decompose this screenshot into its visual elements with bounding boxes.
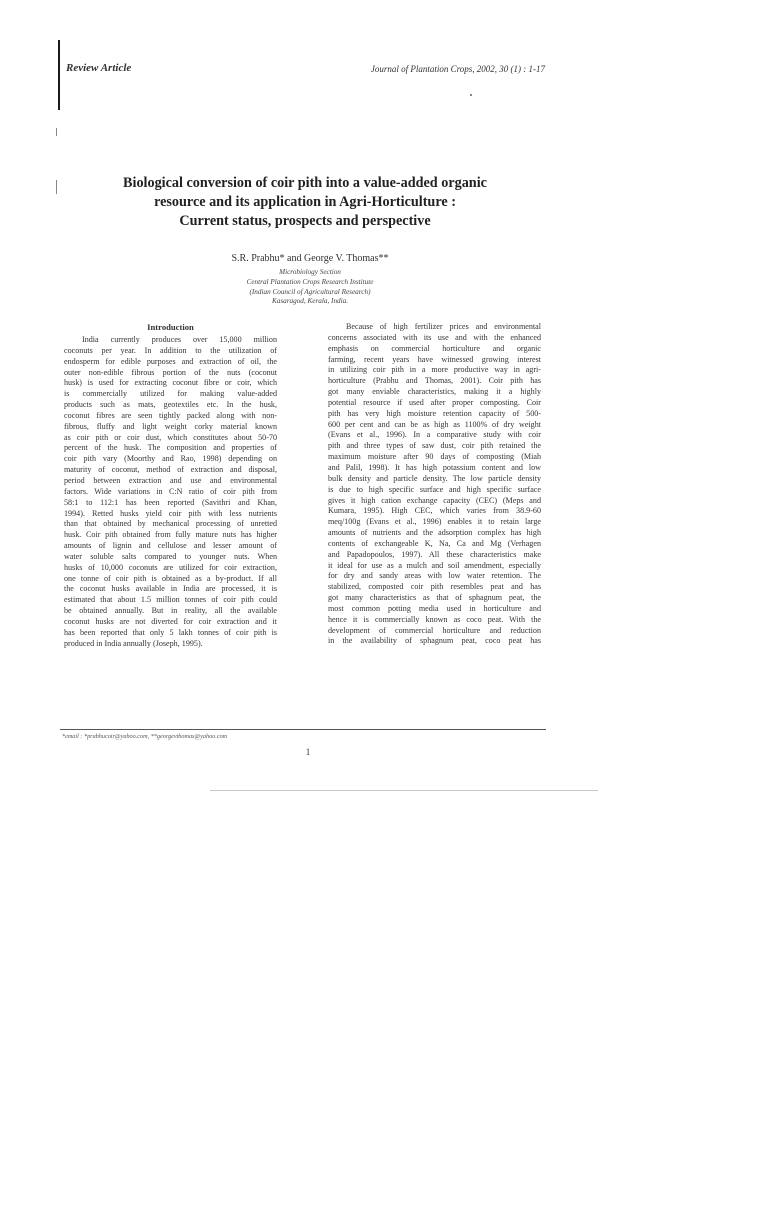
- paragraph-line: one tonne of coir pith is obtained as a by-product. If all: [64, 573, 277, 583]
- paragraph-line: water soluble salts compared to younger nuts. When: [64, 551, 277, 561]
- affiliation-line: Central Plantation Crops Research Institute: [246, 277, 374, 286]
- paragraph-line: products such as mats, geotextiles etc. In the husk,: [64, 400, 277, 410]
- paragraph-line: India currently produces over 15,000 million: [82, 335, 277, 344]
- paragraph-line: be obtained annually. But in reality, all the available: [64, 606, 277, 616]
- paragraph-line: fibrous, fluffy and light weight corky material known: [64, 421, 277, 431]
- paragraph-line: gives it high cation exchange capacity (CEC) (Meps and: [328, 495, 541, 505]
- paragraph-line: as coir pith or coir dust, which constitutes about 50-70: [64, 432, 277, 442]
- paragraph-line: coconuts per year. In addition to the utilization of: [64, 345, 277, 355]
- paragraph-line: husk. Coir pith obtained from fully mature nuts has higher: [64, 530, 277, 540]
- paragraph-line: meq/100g (Evans et al., 1996) enables it to retain large: [328, 517, 541, 527]
- paragraph-line: and Palil, 1998). It has high potassium content and low: [328, 462, 541, 472]
- paragraph-line: pith has very high moisture retention capacity of 500-: [328, 408, 541, 418]
- paragraph-line: contents of exchangeable K, Na, Ca and Mg (Verhagen: [328, 538, 541, 548]
- paragraph-line: for dry and sandy areas with low water retention. The: [328, 571, 541, 581]
- paragraph-line: 58:1 to 112:1 has been reported (Savithri and Khan,: [64, 497, 277, 507]
- paragraph-line: (Evans et al., 1996). In a comparative study with coir: [328, 430, 541, 440]
- body-column-right: [328, 322, 541, 647]
- paragraph-line: husks of 10,000 coconuts are utilized for coir extraction,: [64, 562, 277, 572]
- paragraph-line: than that obtained by mechanical processing of unretted: [64, 519, 277, 529]
- body-column-left: [64, 322, 277, 649]
- paragraph-line: Because of high fertilizer prices and environmental: [346, 322, 541, 331]
- title-line-1: Biological conversion of coir pith into a value-added organic: [123, 175, 487, 191]
- affiliation: [160, 268, 460, 307]
- paragraph-line: and Papadopoulos, 1997). All these characteristics make: [328, 549, 541, 559]
- paragraph-line: hence it is commercially known as coco peat. With the: [328, 614, 541, 624]
- paragraph-line: stabilized, composted coir pith resembles peat and has: [328, 582, 541, 592]
- paragraph-line: 600 per cent and can be as high as 1100% of dry weight: [328, 419, 541, 429]
- paragraph-line: percent of the husk. The composition and properties of: [64, 443, 277, 453]
- paragraph-line: coconut fibres are seen tightly packed along with non-: [64, 410, 277, 420]
- paragraph-line: development of commercial horticulture and reduction: [328, 625, 541, 635]
- scan-speck: [470, 94, 472, 96]
- scan-speck: [56, 180, 57, 194]
- left-margin-rule: [58, 40, 60, 110]
- paragraph-line: coconut husks are not diverted for coir extraction and it: [64, 616, 277, 626]
- paragraph-line: potential resource if used after proper composting. Coir: [328, 397, 541, 407]
- paragraph-line: coir pith vary (Moorthy and Rao, 1998) depending on: [64, 454, 277, 464]
- paragraph-line: estimated that about 1.5 million tonnes of coir pith could: [64, 595, 277, 605]
- authors: S.R. Prabhu* and George V. Thomas**: [231, 253, 389, 264]
- paragraph-line: endosperm for edible purposes and extraction of oil, the: [64, 356, 277, 366]
- paragraph-line: horticulture (Prabhu and Thomas, 2001). Coir pith has: [328, 376, 541, 386]
- paragraph-line: has been reported that only 5 lakh tonnes of coir pith is: [64, 627, 277, 637]
- footnote-email: *email : *prabhucoir@yahoo.com, **georgevthomas@yahoo.com: [62, 733, 228, 740]
- paragraph-line: is due to high specific surface and high specific surface: [328, 484, 541, 494]
- paragraph-line: period between extraction and use and environmental: [64, 475, 277, 485]
- paragraph-line: maximum moisture after 90 days of composting (Miah: [328, 452, 541, 462]
- scan-speck: [56, 128, 57, 136]
- paragraph-line: in utilizing coir pith in a more productive way in agri-: [328, 365, 541, 375]
- footnote-rule: [60, 729, 546, 730]
- paragraph-line: got many enviable characteristics, making it a highly: [328, 387, 541, 397]
- page-number: 1: [305, 747, 311, 757]
- paragraph-line: produced in India annually (Joseph, 1995).: [64, 638, 203, 648]
- journal-citation: Journal of Plantation Crops, 2002, 30 (1) : 1-17: [370, 64, 545, 74]
- affiliation-line: Kasaragod, Kerala, India.: [271, 297, 349, 306]
- paragraph-line: in the availability of sphagnum peat, coco peat has: [328, 636, 541, 646]
- paragraph-line: pith and three types of saw dust, coir pith retained the: [328, 441, 541, 451]
- paragraph-line: maturity of coconut, method of extraction and disposal,: [64, 465, 277, 475]
- paragraph-line: it ideal for use as a mulch and soil amendment, especially: [328, 560, 541, 570]
- title-line-3: Current status, prospects and perspective: [179, 213, 431, 229]
- paragraph-line: concerns associated with its use and with the enhanced: [328, 332, 541, 342]
- paragraph-line: amounts of lignin and cellulose and lesser amount of: [64, 541, 277, 551]
- article-type-label: Review Article: [66, 62, 132, 74]
- paragraph-line: most common potting media used in horticulture and: [328, 603, 541, 613]
- paragraph-line: outer non-edible fibrous portion of the nuts (coconut: [64, 367, 277, 377]
- paragraph-line: the coconut husks available in India are processed, it is: [64, 584, 277, 594]
- paragraph-line: amounts of nutrients and the adsorption complex has high: [328, 528, 541, 538]
- scan-edge-line: [210, 790, 598, 791]
- paragraph-line: is commercially utilized for making value-added: [64, 389, 277, 399]
- title-line-2: resource and its application in Agri-Horticulture :: [154, 194, 456, 210]
- paragraph-line: got many characteristics as that of sphagnum peat, the: [328, 593, 541, 603]
- paragraph-line: husk) is used for extracting coconut fibre or coir, which: [64, 378, 277, 388]
- paragraph-line: Kumara, 1995). High CEC, which varies from 38.9-60: [328, 506, 541, 516]
- section-heading: Introduction: [147, 322, 194, 332]
- paragraph-line: factors. Wide variations in C:N ratio of coir pith from: [64, 486, 277, 496]
- paragraph-line: 1994). Retted husks yield coir pith with less nutrients: [64, 508, 277, 518]
- article-title: [70, 174, 540, 231]
- paragraph-line: emphasis on commercial horticulture and organic: [328, 343, 541, 353]
- affiliation-line: (Indian Council of Agricultural Research): [249, 287, 371, 296]
- paragraph-line: farming, recent years have witnessed growing interest: [328, 354, 541, 364]
- paragraph-line: bulk density and particle density. The low particle density: [328, 473, 541, 483]
- affiliation-line: Microbiology Section: [279, 268, 341, 276]
